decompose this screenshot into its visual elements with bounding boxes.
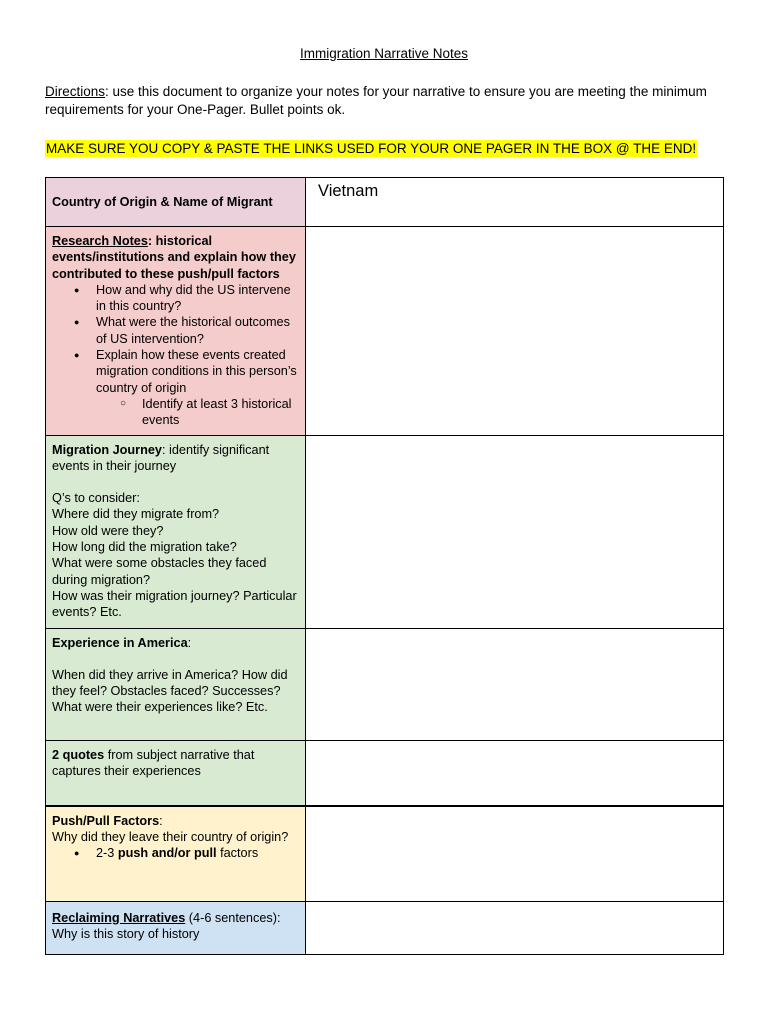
directions-paragraph <box>45 83 730 119</box>
table-row-research <box>46 227 724 436</box>
journey-cell <box>46 435 306 628</box>
list-item: ● How and why did the US intervene in this country? <box>96 282 299 315</box>
journey-heading <box>52 442 299 475</box>
research-label: Research Notes <box>52 234 148 248</box>
pushpull-bullet-post: factors <box>216 846 259 861</box>
journey-notes-field[interactable] <box>306 435 724 628</box>
experience-cell <box>46 628 306 740</box>
directions-text: : use this document to organize your notes for your narrative to ensure you are meeting the minimum requirements for your One-Pager. Bullet points ok. <box>45 84 707 117</box>
country-value[interactable]: Vietnam <box>306 178 724 227</box>
journey-label-rest: : identify significant events in their journey <box>52 442 270 473</box>
quotes-label-rest: from subject narrative that captures their experiences <box>52 747 255 778</box>
journey-question: How was their migration journey? Particular events? Etc. <box>52 588 297 620</box>
pushpull-notes-field[interactable] <box>306 806 724 902</box>
reclaiming-cell <box>46 901 306 954</box>
experience-heading <box>52 635 299 651</box>
list-item: ● Explain how these events created migration conditions in this person’s country of origin <box>96 347 299 396</box>
document-title: Immigration Narrative Notes <box>299 46 469 61</box>
table-row-pushpull <box>46 806 724 902</box>
links-warning: MAKE SURE YOU COPY & PASTE THE LINKS USED FOR YOUR ONE PAGER IN THE BOX @ THE END! <box>46 141 697 156</box>
list-item <box>96 845 299 861</box>
pushpull-bullets <box>52 845 299 861</box>
research-notes-field[interactable] <box>306 227 724 436</box>
experience-label: Experience in America <box>52 635 188 650</box>
pushpull-bullet-pre: 2-3 <box>96 846 118 861</box>
pushpull-cell <box>46 806 306 902</box>
reclaiming-label: Reclaiming Narratives <box>52 910 186 925</box>
quotes-notes-field[interactable] <box>306 740 724 806</box>
list-item: ● What were the historical outcomes of US intervention? <box>96 314 299 347</box>
research-label-rest: : historical events/institutions and explain how they contributed to these push/pull factors <box>52 234 296 281</box>
journey-label: Migration Journey <box>52 442 162 457</box>
experience-text: When did they arrive in America? How did they feel? Obstacles faced? Successes? What were their experiences like? Etc. <box>52 667 288 715</box>
research-sub-bullets <box>52 396 299 429</box>
directions-label: Directions <box>45 84 106 99</box>
research-heading <box>52 233 299 282</box>
table-row-experience <box>46 628 724 740</box>
table-row-journey <box>46 435 724 628</box>
journey-question: How old were they? <box>52 523 164 538</box>
pushpull-label: Push/Pull Factors <box>52 813 160 828</box>
research-cell <box>46 227 306 436</box>
table-row-country <box>46 178 724 227</box>
experience-notes-field[interactable] <box>306 628 724 740</box>
pushpull-text: Why did they leave their country of origin? <box>52 829 289 844</box>
pushpull-label-rest: : <box>159 813 163 828</box>
reclaiming-label-rest: (4-6 sentences): Why is this story of history <box>52 910 281 941</box>
journey-question: How long did the migration take? <box>52 540 237 555</box>
journey-questions-head: Q’s to consider: <box>52 491 140 506</box>
table-row-reclaiming <box>46 901 724 954</box>
research-bullets <box>52 282 299 396</box>
journey-question: What were some obstacles they faced during migration? <box>52 556 267 587</box>
pushpull-bullet-bold: push and/or pull <box>117 846 217 861</box>
list-item: ○ Identify at least 3 historical events <box>142 396 299 429</box>
table-row-quotes <box>46 740 724 806</box>
country-label: Country of Origin & Name of Migrant <box>46 178 306 227</box>
quotes-label: 2 quotes <box>52 747 105 762</box>
experience-label-rest: : <box>187 635 192 650</box>
notes-table <box>45 177 724 955</box>
quotes-cell <box>46 740 306 806</box>
reclaiming-notes-field[interactable] <box>306 901 724 954</box>
pushpull-heading <box>52 813 299 829</box>
journey-question: Where did they migrate from? <box>52 507 220 522</box>
